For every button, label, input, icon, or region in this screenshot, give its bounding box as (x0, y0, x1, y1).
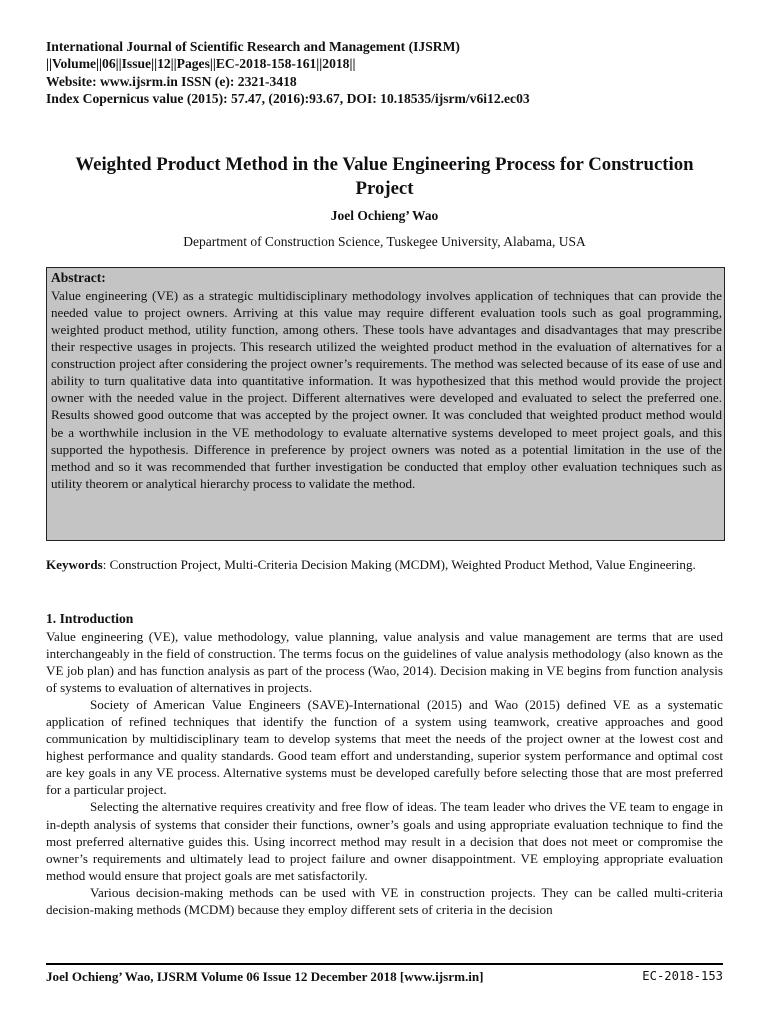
journal-name: International Journal of Scientific Research and Management (IJSRM) (46, 39, 460, 54)
volume-info: ||Volume||06||Issue||12||Pages||EC-2018-158-161||2018|| (46, 56, 356, 72)
author-affiliation: Department of Construction Science, Tuskegee University, Alabama, USA (183, 234, 586, 249)
abstract-text: Value engineering (VE) as a strategic multidisciplinary methodology involves application of techniques that can provide the needed value to project owners. Arriving at this value may require different evaluation tools such as goal programming, weighted product method, utility function, among others. These tools have advantages and disadvantages that may prescribe their respective usages in projects. This research utilized the weighted product method in the evaluation of alternatives for a construction project after considering the project owner’s requirements. The method was selected because of its ease of use and ability to turn qualitative data into quantitative information. It was hypothesized that this method would provide the project owner with the needed value in the project. Different alternatives were developed and evaluated to select the preferred one. Results showed good outcome that was accepted by the project owner. It was concluded that weighted product method would be a worthwhile inclusion in the VE methodology to evaluate alternative systems developed to meet project goals, and this supported the hypothesis. Difference in preference by project owners was noted as a potential limitation in the use of the method and so it was recommended that further investigation be conducted that employ other evaluation techniques such as utility theorem or analytical hierarchy process to validate the method. (51, 287, 722, 491)
paragraph: Society of American Value Engineers (SAVE)-International (2015) and Wao (2015) defined VE as a systematic application of refined techniques that identify the function of a system using teamwork, creative approaches and good communication by multidisciplinary team to develop systems that meet the needs of the project owner at the lowest cost and highest performance and quality standards. Good team effort and understanding, superior system performance and optimal cost are key goals in any VE process. Alternative systems must be developed carefully before selecting those that are most preferred for a particular project. (46, 697, 723, 798)
section-heading-introduction: 1. Introduction (46, 611, 134, 626)
paragraph: Selecting the alternative requires creativity and free flow of ideas. The team leader who drives the VE team to engage in in-depth analysis of systems that consider their functions, owner’s goals and using appropriate evaluation technique to find the most preferred alternative guides this. Using incorrect method may result in a decision that does not meet or compromise the owner’s requirements and ultimately lead to project failure and owner disappointment. VE employing appropriate evaluation method would ensure that project goals are met satisfactorily. (46, 799, 723, 883)
index-doi: Index Copernicus value (2015): 57.47, (2016):93.67, DOI: 10.18535/ijsrm/v6i12.ec03 (46, 91, 530, 107)
author-name: Joel Ochieng’ Wao (330, 208, 439, 223)
website-issn: Website: www.ijsrm.in ISSN (e): 2321-3418 (46, 73, 297, 89)
paper-title: Weighted Product Method in the Value Engineering Process for Construction Project (75, 154, 694, 199)
paragraph: Value engineering (VE), value methodology, value planning, value analysis and value management are terms that are used interchangeably in the field of construction. The terms focus on the guidelines of value analysis methodology (also known as the VE job plan) and has function analysis as part of the process (Wao, 2014). Decision making in VE begins from function analysis of systems to evaluation of alternatives in projects. (46, 629, 723, 696)
page-number: EC-2018-153 (642, 969, 723, 983)
abstract-label: Abstract: (51, 270, 106, 285)
journal-header (46, 38, 723, 108)
footer-divider (46, 963, 723, 965)
abstract-box (46, 267, 725, 541)
keywords-text: : Construction Project, Multi-Criteria Decision Making (MCDM), Weighted Product Method, Value Engineering. (102, 557, 696, 572)
keywords-label: Keywords (46, 557, 103, 572)
paragraph: Various decision-making methods can be used with VE in construction projects. They can be called multi-criteria decision-making methods (MCDM) because they employ different sets of criteria in the decision (46, 884, 723, 917)
keywords (46, 556, 723, 573)
footer-citation: Joel Ochieng’ Wao, IJSRM Volume 06 Issue 12 December 2018 [www.ijsrm.in] (46, 969, 484, 984)
introduction-body (46, 628, 723, 918)
